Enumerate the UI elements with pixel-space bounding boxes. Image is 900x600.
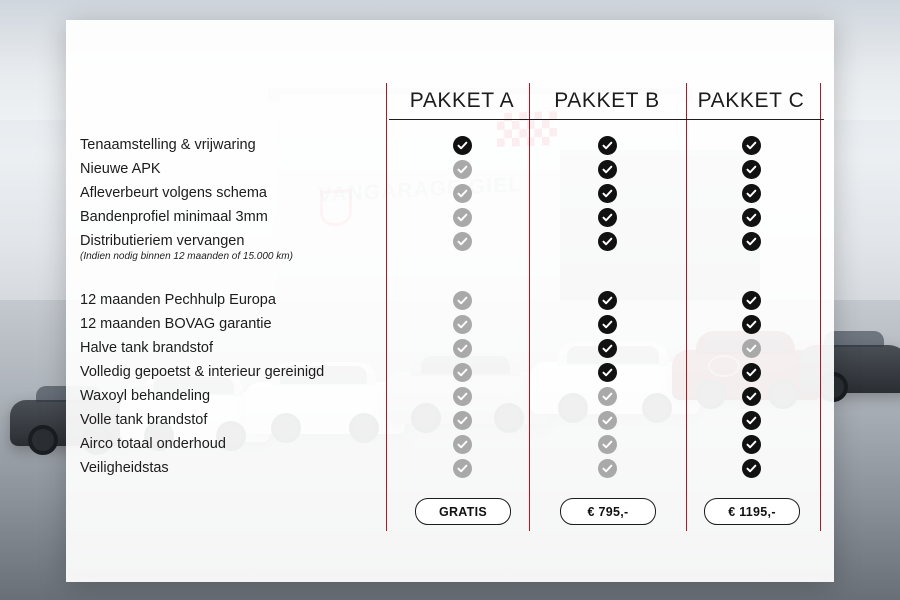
check-icon-a-excluded (453, 411, 472, 430)
column-header-underline-b (534, 119, 680, 120)
check-icon-c-included (742, 387, 761, 406)
check-icon-c-included (742, 160, 761, 179)
column-header-underline-a (389, 119, 535, 120)
check-icon-b-included (598, 315, 617, 334)
feature-label: Tenaamstelling & vrijwaring (80, 137, 256, 153)
check-icon-b-included (598, 184, 617, 203)
check-icon-a-excluded (453, 363, 472, 382)
check-icon-b-included (598, 339, 617, 358)
check-icon-b-included (598, 232, 617, 251)
check-icon-c-excluded (742, 339, 761, 358)
price-badge-c[interactable]: € 1195,- (704, 498, 800, 525)
check-icon-c-included (742, 411, 761, 430)
check-icon-a-excluded (453, 160, 472, 179)
check-icon-b-excluded (598, 459, 617, 478)
feature-label: 12 maanden Pechhulp Europa (80, 292, 276, 308)
check-icon-a-excluded (453, 387, 472, 406)
pricing-panel (66, 20, 834, 582)
check-icon-b-excluded (598, 435, 617, 454)
check-icon-a-excluded (453, 208, 472, 227)
feature-label: Waxoyl behandeling (80, 388, 211, 404)
check-icon-a-excluded (453, 291, 472, 310)
check-icon-a-excluded (453, 339, 472, 358)
check-icon-b-included (598, 208, 617, 227)
feature-label: Veiligheidstas (80, 460, 169, 476)
column-header-c: PAKKET C (697, 89, 805, 112)
column-header-underline-c (678, 119, 824, 120)
feature-label: Airco totaal onderhoud (80, 436, 226, 452)
feature-label: Nieuwe APK (80, 161, 161, 177)
check-icon-b-included (598, 136, 617, 155)
feature-label: Halve tank brandstof (80, 340, 213, 356)
check-icon-c-included (742, 315, 761, 334)
column-divider-3 (820, 83, 821, 531)
check-icon-a-excluded (453, 459, 472, 478)
check-icon-b-included (598, 363, 617, 382)
check-icon-c-included (742, 435, 761, 454)
check-icon-c-included (742, 208, 761, 227)
feature-label: Volledig gepoetst & interieur gereinigd (80, 364, 325, 380)
column-header-a: PAKKET A (409, 89, 515, 112)
check-icon-a-included (453, 136, 472, 155)
check-icon-a-excluded (453, 184, 472, 203)
feature-label: 12 maanden BOVAG garantie (80, 316, 272, 332)
feature-note: (Indien nodig binnen 12 maanden of 15.000 km) (80, 251, 293, 262)
price-badge-a[interactable]: GRATIS (415, 498, 511, 525)
package-comparison-table (66, 20, 834, 582)
check-icon-c-included (742, 363, 761, 382)
check-icon-c-included (742, 459, 761, 478)
check-icon-b-excluded (598, 411, 617, 430)
feature-label: Distributieriem vervangen (80, 233, 245, 249)
feature-label: Volle tank brandstof (80, 412, 208, 428)
check-icon-b-excluded (598, 387, 617, 406)
check-icon-a-excluded (453, 315, 472, 334)
column-header-b: PAKKET B (554, 89, 660, 112)
check-icon-c-included (742, 232, 761, 251)
check-icon-b-included (598, 291, 617, 310)
feature-label: Bandenprofiel minimaal 3mm (80, 209, 268, 225)
feature-label: Afleverbeurt volgens schema (80, 185, 267, 201)
check-icon-a-excluded (453, 435, 472, 454)
check-icon-b-included (598, 160, 617, 179)
column-divider-0 (386, 83, 387, 531)
column-divider-1 (529, 83, 530, 531)
column-divider-2 (686, 83, 687, 531)
price-badge-b[interactable]: € 795,- (560, 498, 656, 525)
check-icon-c-included (742, 184, 761, 203)
check-icon-a-excluded (453, 232, 472, 251)
check-icon-c-included (742, 136, 761, 155)
check-icon-c-included (742, 291, 761, 310)
